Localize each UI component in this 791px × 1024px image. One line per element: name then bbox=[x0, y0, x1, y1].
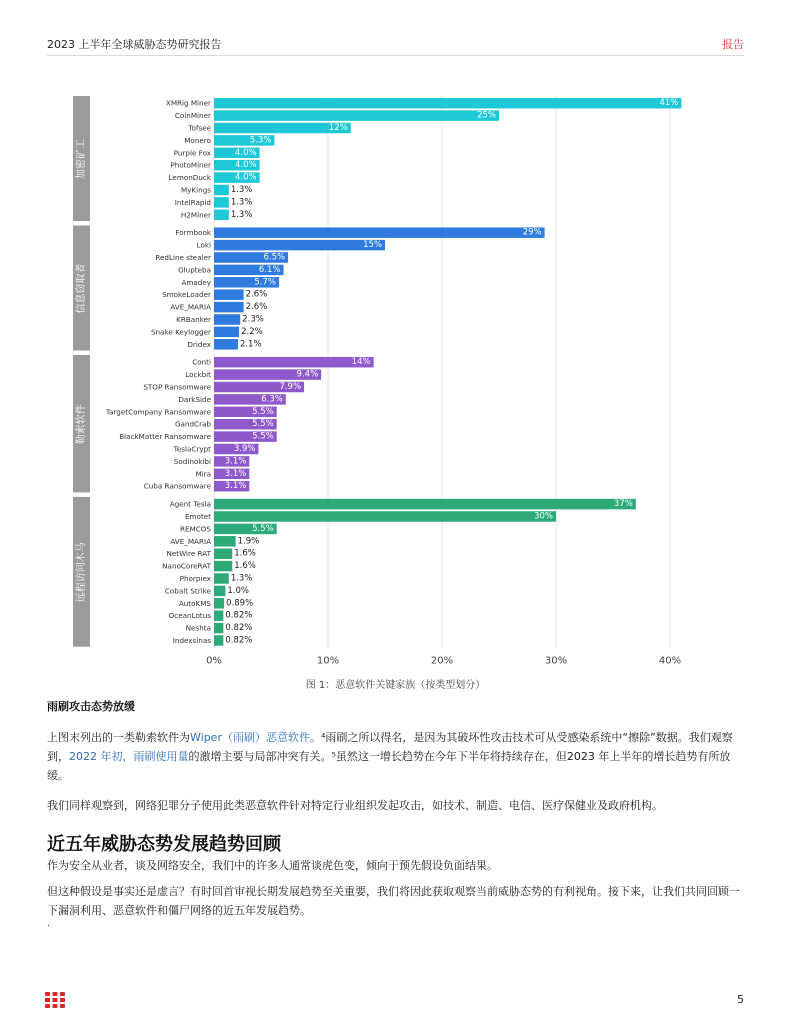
data-label: 1.3% bbox=[230, 573, 253, 584]
bar bbox=[214, 289, 244, 300]
data-label: 1.3% bbox=[230, 185, 253, 195]
bar bbox=[214, 227, 545, 238]
text-span: 。⁴雨刷之所以得名，是因为其破坏性攻击技术可从受感染系统中“擦除”数据。我们观察到， bbox=[47, 731, 733, 763]
data-label: 6.3% bbox=[261, 394, 283, 405]
bar bbox=[214, 499, 636, 510]
x-tick-label: 30% bbox=[544, 655, 568, 667]
fortinet-logo-icon bbox=[45, 990, 65, 1010]
data-label: 2.3% bbox=[242, 314, 264, 325]
category-label: Mira bbox=[195, 469, 211, 479]
wiper-link[interactable]: Wiper（雨刷）恶意软件 bbox=[190, 731, 310, 744]
data-label: 5.7% bbox=[254, 277, 276, 288]
group-label: 远程访问木马 bbox=[76, 542, 87, 603]
section-heading-wiper: 雨刷攻击态势放缓 bbox=[47, 700, 135, 713]
x-tick-label: 10% bbox=[316, 655, 340, 667]
paragraph-wiper bbox=[47, 728, 747, 785]
data-label: 5.3% bbox=[249, 135, 272, 146]
data-label: 2.1% bbox=[239, 339, 262, 350]
bar bbox=[214, 339, 238, 350]
category-label: Cuba Ransomware bbox=[143, 481, 211, 491]
category-label: Dridex bbox=[187, 339, 211, 349]
category-label: NanoCoreRAT bbox=[162, 561, 211, 571]
bar bbox=[214, 561, 232, 572]
category-label: AVE_MARIA bbox=[170, 536, 211, 546]
report-title: 2023 上半年全球威胁态势研究报告 bbox=[47, 38, 222, 51]
text-span: 的激增主要与局部冲突有关。⁵虽然这一增长趋势在今年下半年将持续存在，但2023 年上半年的增长趋势有所放缓。 bbox=[47, 750, 731, 782]
x-tick-label: 0% bbox=[206, 655, 222, 667]
data-label: 2.2% bbox=[241, 326, 263, 337]
data-label: 29% bbox=[522, 227, 542, 238]
data-label: 25% bbox=[477, 110, 496, 121]
data-label: 1.0% bbox=[227, 585, 250, 596]
group-label: 加密矿工 bbox=[76, 139, 87, 179]
category-label: H2Miner bbox=[180, 210, 211, 220]
bar bbox=[214, 210, 229, 221]
x-tick-label: 40% bbox=[658, 655, 682, 667]
malware-family-chart bbox=[0, 90, 791, 667]
category-label: Lockbit bbox=[185, 370, 211, 380]
data-label: 0.89% bbox=[226, 598, 254, 609]
category-label: OceanLotus bbox=[168, 611, 211, 621]
bar bbox=[214, 98, 681, 109]
category-label: GandCrab bbox=[174, 419, 211, 429]
category-label: Loki bbox=[196, 240, 211, 250]
category-label: LemonDuck bbox=[168, 173, 211, 183]
category-label: CoinMiner bbox=[174, 111, 211, 121]
category-label: Monero bbox=[184, 135, 211, 145]
category-label: Emotet bbox=[185, 512, 211, 521]
category-label: Indexsinas bbox=[172, 636, 211, 645]
category-label: DarkSide bbox=[178, 394, 211, 404]
data-label: 3.1% bbox=[224, 456, 247, 467]
category-label: Agent Tesla bbox=[169, 499, 211, 509]
category-label: Cobalt Strike bbox=[164, 586, 211, 596]
text-span: 上图末列出的一类勒索软件为 bbox=[47, 731, 190, 744]
data-label: 0.82% bbox=[225, 610, 253, 621]
category-label: Conti bbox=[192, 357, 211, 367]
category-label: RedLine stealer bbox=[155, 253, 211, 262]
category-label: KRBanker bbox=[176, 315, 211, 324]
category-label: Glupteba bbox=[178, 265, 211, 275]
report-tag: 报告 bbox=[722, 38, 744, 51]
bar bbox=[214, 573, 229, 584]
bar bbox=[214, 610, 223, 621]
data-label: 4.0% bbox=[234, 172, 257, 183]
bar bbox=[214, 185, 229, 196]
data-label: 7.9% bbox=[279, 382, 302, 392]
data-label: 4.0% bbox=[234, 147, 257, 158]
category-label: NetWire RAT bbox=[166, 549, 211, 559]
paragraph-intro: 作为安全从业者，谈及网络安全，我们中的许多人通常谈虎色变，倾向于预先假设负面结果。 bbox=[47, 859, 498, 872]
category-label: TeslaCrypt bbox=[173, 444, 211, 454]
data-label: 9.4% bbox=[296, 369, 319, 380]
category-label: TargetCompany Ransomware bbox=[105, 407, 211, 417]
data-label: 5.5% bbox=[252, 523, 274, 534]
data-label: 0.82% bbox=[225, 623, 253, 634]
data-label: 1.3% bbox=[230, 209, 253, 220]
bar bbox=[214, 314, 240, 325]
section-heading-trends: 近五年威胁态势发展趋势回顾 bbox=[47, 834, 281, 855]
data-label: 41% bbox=[659, 98, 679, 109]
category-label: AVE_MARIA bbox=[170, 302, 211, 312]
category-label: IntelRapid bbox=[174, 197, 211, 207]
data-label: 3.1% bbox=[224, 468, 247, 479]
data-label: 30% bbox=[534, 511, 553, 522]
data-label: 0.82% bbox=[225, 635, 253, 646]
data-label: 6.1% bbox=[258, 264, 281, 275]
bar bbox=[214, 536, 236, 547]
category-label: XMRig Miner bbox=[165, 98, 211, 108]
data-label: 1.9% bbox=[237, 536, 260, 547]
data-label: 37% bbox=[613, 499, 633, 510]
wiper-usage-link[interactable]: 2022 年初，雨刷使用量 bbox=[69, 750, 189, 763]
category-label: Sodinokibi bbox=[173, 456, 211, 466]
page-number: 5 bbox=[737, 993, 744, 1006]
bar bbox=[214, 357, 374, 368]
data-label: 15% bbox=[363, 240, 382, 251]
paragraph-review: 但这种假设是事实还是虚言？有时回首审视长期发展趋势至关重要，我们将因此获取观察当前威胁态势的有利视角。接下来，让我们共同回顾一下漏洞利用、恶意软件和僵尸网络的近五年发展趋势。 bbox=[47, 885, 740, 917]
x-tick-label: 20% bbox=[430, 655, 454, 667]
bar bbox=[214, 240, 385, 251]
header-divider bbox=[47, 55, 744, 56]
page-header bbox=[47, 36, 744, 54]
data-label: 1.3% bbox=[230, 197, 253, 208]
group-label: 信息窃取者 bbox=[76, 263, 87, 314]
stray-dot: . bbox=[47, 918, 51, 929]
category-label: Amadey bbox=[181, 277, 211, 287]
paragraph-industries: 我们同样观察到，网络犯罪分子使用此类恶意软件针对特定行业组织发起攻击，如技术、制造、电信、医疗保健业及政府机构。 bbox=[47, 799, 663, 812]
category-label: Tofsee bbox=[188, 123, 211, 133]
category-label: Formbook bbox=[175, 228, 211, 238]
data-label: 3.1% bbox=[224, 481, 247, 492]
bar bbox=[214, 635, 223, 646]
category-label: BlackMatter Ransomware bbox=[119, 432, 211, 442]
data-label: 1.6% bbox=[234, 561, 256, 572]
bar bbox=[214, 511, 556, 522]
figure-caption: 图 1：恶意软件关键家族（按类型划分） bbox=[305, 680, 486, 691]
data-label: 6.5% bbox=[263, 252, 286, 263]
category-label: Neshta bbox=[185, 623, 211, 633]
category-label: AutoKMS bbox=[178, 598, 211, 608]
category-label: STOP Ransomware bbox=[143, 382, 211, 392]
data-label: 5.5% bbox=[252, 419, 274, 430]
bar bbox=[214, 327, 239, 338]
data-label: 2.6% bbox=[245, 289, 268, 300]
data-label: 5.5% bbox=[252, 406, 274, 417]
data-label: 1.6% bbox=[234, 548, 256, 559]
group-label: 勒索软件 bbox=[76, 404, 87, 445]
category-label: Purple Fox bbox=[173, 148, 211, 158]
data-label: 5.5% bbox=[252, 431, 274, 442]
category-label: REMCOS bbox=[180, 524, 211, 534]
bar bbox=[214, 110, 499, 121]
bar bbox=[214, 302, 244, 313]
data-label: 3.9% bbox=[233, 444, 256, 454]
bar bbox=[214, 197, 229, 208]
data-label: 12% bbox=[328, 123, 348, 133]
category-label: PhotoMiner bbox=[170, 160, 211, 170]
category-label: Phorpiex bbox=[179, 574, 211, 583]
bar bbox=[214, 548, 232, 559]
bar bbox=[214, 586, 225, 597]
category-label: Snake Keylogger bbox=[150, 327, 211, 337]
data-label: 2.6% bbox=[245, 302, 268, 313]
data-label: 4.0% bbox=[234, 160, 257, 171]
data-label: 14% bbox=[351, 357, 371, 368]
category-label: MyKings bbox=[180, 185, 211, 195]
category-label: SmokeLoader bbox=[162, 290, 211, 300]
bar bbox=[214, 623, 223, 634]
bar bbox=[214, 598, 224, 609]
